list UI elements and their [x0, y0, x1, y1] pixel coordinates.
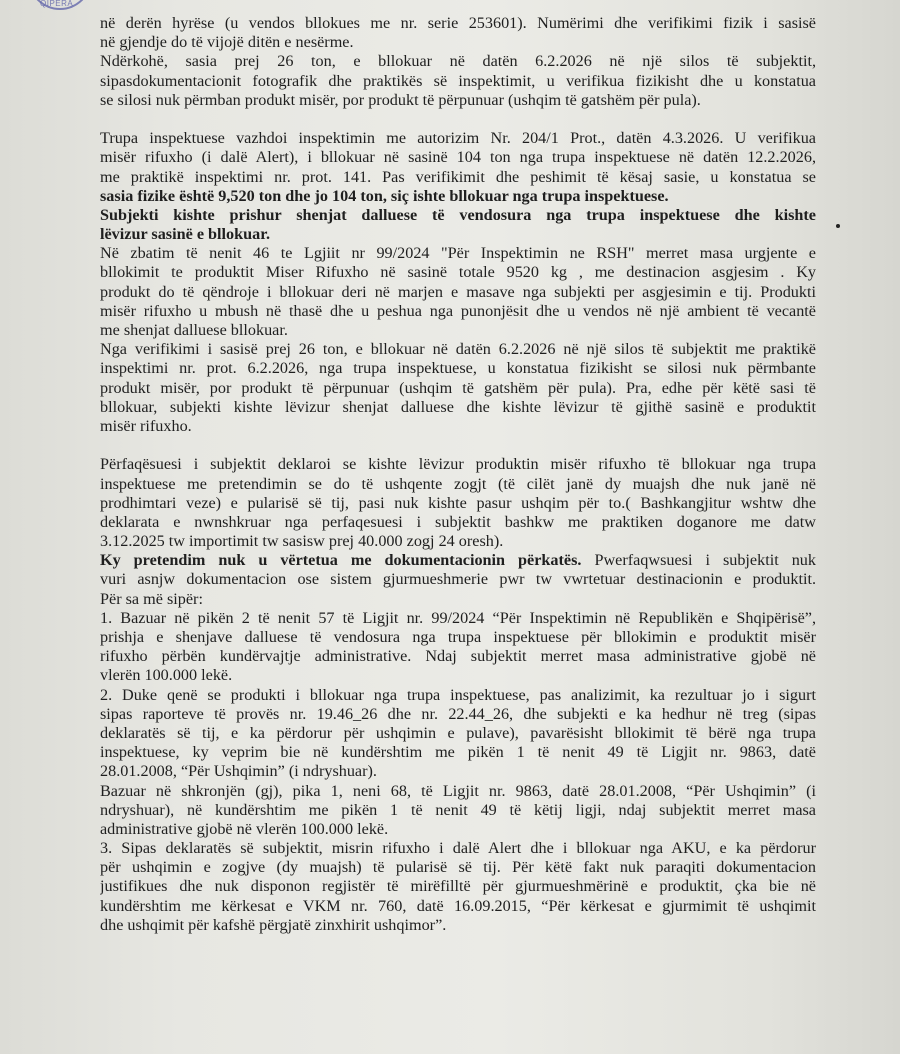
- text-line: Në zbatim të nenit 46 te Lgjiit nr 99/2024 "Për Inspektimin ne RSH" merret masa urgjente e: [100, 244, 816, 263]
- text-line: vuri asnjw dokumentacion ose sistem gjurmueshmerie pwr tw vwrtetuar destinacionin e produktit.: [100, 570, 816, 589]
- text-line: justifikues dhe nuk disponon regjistër të mirëfilltë për gjurmueshmërinë e produktit, çka bie në: [100, 877, 816, 896]
- text-line: deklaratës së tij, e ka përdorur për ushqimin e pulave), pavarësisht bllokimit të bërë nga trupa: [100, 723, 816, 742]
- text-line-bold: lëvizur sasinë e bllokuar.: [100, 225, 270, 244]
- text-line: rifuxho përbën kundërvajtje administrative. Ndaj subjektit merret masa administrative gjobë në: [100, 647, 816, 666]
- text-line: vlerën 100.000 lekë.: [100, 666, 233, 685]
- text-line: sipas raporteve të provës nr. 19.46_26 dhe nr. 22.44_26, dhe subjekti e ka hedhur në treg (sipas: [100, 704, 816, 723]
- text-line: 1. Bazuar në pikën 2 të nenit 57 të Ligjit nr. 99/2024 “Për Inspektimin në Republikën e Shqipërisë”,: [100, 608, 816, 627]
- text-line: se silosi nuk përmban produkt misër, por produkt të përpunuar (ushqim të gatshëm për pula).: [100, 90, 701, 109]
- text-line: Nga verifikimi i sasisë prej 26 ton, e bllokuar në datën 6.2.2026 në një silos të subjektit me praktikë: [100, 340, 816, 359]
- text-line: 2. Duke qenë se produkti i bllokuar nga trupa inspektuese, pas analizimit, ka rezultuar jo i sigurt: [100, 685, 816, 704]
- text-line: ndryshuar), në kundërshtim me pikën 1 të nenit 49 të këtij ligji, ndaj subjektit merret masa: [100, 800, 816, 819]
- paragraph-gap: [100, 436, 816, 455]
- text-line: prodhimtari veze) e pularisë së tij, pasi nuk kishte pasur ushqim për to.( Bashkangjitur wshtw dhe: [100, 493, 816, 512]
- text-line: 28.01.2008, “Për Ushqimin” (i ndryshuar).: [100, 762, 377, 781]
- text-line: inspektuese, ky veprim bie në kundërshtim me pikën 1 të nenit 49 të Ligjit nr. 9863, datë: [100, 743, 816, 762]
- stamp-seal-text: QIPERA: [40, 0, 74, 8]
- text-line: Për sa më sipër:: [100, 589, 203, 608]
- text-line: inspektimi nr. prot. 6.2.2026, nga trupa inspektuese, u konstatua fizikisht se silosi nuk përmbante: [100, 359, 816, 378]
- document-body: [100, 14, 816, 935]
- text-line: me praktikë inspektimi nr. prot. 141. Pas verifikimit dhe peshimit të kësaj sasie, u konstatua se: [100, 167, 816, 186]
- text-line: produkt misër, por produkt të përpunuar (ushqim të gatshëm për pula). Pra, edhe për këtë sasi të: [100, 378, 816, 397]
- text-line: Ndërkohë, sasia prej 26 ton, e bllokuar në datën 6.2.2026 në një silos të subjektit,: [100, 52, 816, 71]
- text-line: inspektuese me pretendimin se do të ushqente zogjt (të cilët janë dy muajsh dhe nuk janë në: [100, 474, 816, 493]
- text-line: 3. Sipas deklaratës së subjektit, misrin rifuxho i dalë Alert dhe i bllokuar nga AKU, e ka përdorur: [100, 839, 816, 858]
- text-line: administrative gjobë në vlerën 100.000 lekë.: [100, 819, 389, 838]
- text-line: Trupa inspektuese vazhdoi inspektimin me autorizim Nr. 204/1 Prot., datën 4.3.2026. U verifikua: [100, 129, 816, 148]
- text-line: misër rifuxho.: [100, 416, 192, 435]
- text-line: misër rifuxho (i dalë Alert), i bllokuar në sasinë 104 ton nga trupa inspektuese në datën 12.2.2026,: [100, 148, 816, 167]
- text-line-bold: sasia fizike është 9,520 ton dhe jo 104 ton, siç ishte bllokuar nga trupa inspektuese.: [100, 186, 669, 205]
- text-line: misër rifuxho u mbush në thasë dhe u peshua nga punonjësit dhe u vendos në një ambient të vecantë: [100, 301, 816, 320]
- text-line: Përfaqësuesi i subjektit deklaroi se kishte lëvizur produktin misër rifuxho të bllokuar nga trupa: [100, 455, 816, 474]
- text-line: në derën hyrëse (u vendos bllokues me nr. serie 253601). Numërimi dhe verifikimi fizik i sasisë: [100, 14, 816, 32]
- text-line: deklarata e nwnshkruar nga perfaqesuesi i subjektit bashkw me praktiken doganore me datw: [100, 512, 816, 531]
- text-bold-segment: Ky pretendim nuk u vërtetua me dokumentacionin përkatës.: [100, 551, 582, 570]
- text-line: për ushqimin e zogjve (dy muajsh) të pularisë së tij. Për këtë fakt nuk paraqiti dokumentacion: [100, 858, 816, 877]
- text-line: me shenjat dalluese bllokuar.: [100, 321, 288, 339]
- text-line: produkt do të qëndroje i bllokuar deri në marjen e masave nga subjekti per asgjesimin e tij. Produkti: [100, 282, 816, 301]
- text-line: bllokuar, subjekti kishte lëvizur shenjat dalluese dhe kishte lëvizur të gjithë sasinë e produktit: [100, 397, 816, 416]
- paper-speck: [836, 224, 840, 228]
- text-line: prishja e shenjave dalluese të vendosura nga trupa inspektuese për bllokimin e produktit misër: [100, 628, 816, 646]
- text-segment: Pwerfaqwsuesi i subjektit nuk: [594, 551, 816, 570]
- text-line: sipasdokumentacionit fotografik dhe praktikës së inspektimit, u verifikua fizikisht dhe u konstatua: [100, 71, 816, 90]
- text-line: dhe ushqimit për kafshë përgjatë zinxhirit ushqimor”.: [100, 915, 447, 934]
- text-line: [100, 551, 816, 570]
- text-line: Bazuar në shkronjën (gj), pika 1, neni 68, të Ligjit nr. 9863, datë 28.01.2008, “Për Ushqimin” (i: [100, 781, 816, 800]
- text-line: në gjendje do të vijojë ditën e nesërme.: [100, 33, 354, 52]
- text-line: bllokimit te produktit Miser Rifuxho në sasinë totale 9520 kg , me destinacion asgjesim . Ky: [100, 263, 816, 282]
- text-line-bold: Subjekti kishte prishur shenjat dalluese të vendosura nga trupa inspektuese dhe kishte: [100, 205, 816, 224]
- paragraph-gap: [100, 110, 816, 129]
- text-line: kundërshtim me kërkesat e VKM nr. 760, datë 16.09.2015, “Për kërkesat e gjurmimit të ushqimit: [100, 896, 816, 915]
- text-line: 3.12.2025 tw importimit tw sasisw prej 40.000 zogj 24 oresh).: [100, 532, 504, 551]
